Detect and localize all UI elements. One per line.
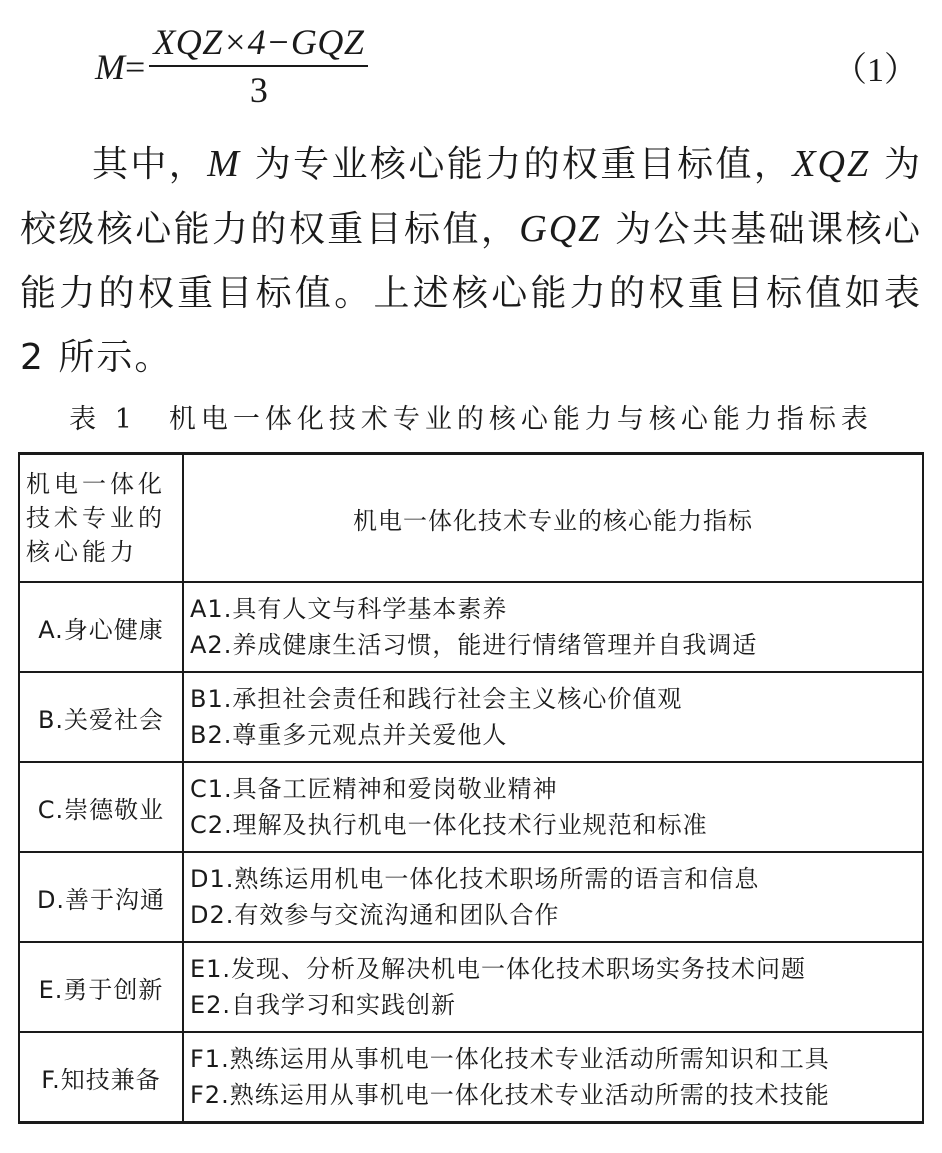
indicators-cell <box>183 942 923 1032</box>
indicator-item: E1.发现、分析及解决机电一体化技术职场实务技术问题 <box>190 955 807 983</box>
equation-lhs: M <box>95 47 125 87</box>
equation-denominator: 3 <box>249 70 268 110</box>
table-header-row <box>19 454 923 583</box>
indicator-item: C1.具备工匠精神和爱岗敬业精神 <box>190 775 558 803</box>
indicator-item: A2.养成健康生活习惯，能进行情绪管理并自我调适 <box>190 631 758 659</box>
table-row <box>19 852 923 942</box>
category-cell: D.善于沟通 <box>19 852 183 942</box>
table-row <box>19 762 923 852</box>
category-cell: A.身心健康 <box>19 582 183 672</box>
indicator-item: F2.熟练运用从事机电一体化技术专业活动所需的技术技能 <box>190 1081 830 1109</box>
indicators-cell <box>183 672 923 762</box>
indicators-cell <box>183 852 923 942</box>
header-core-ability: 机电一体化技术专业的核心能力 <box>19 454 183 583</box>
category-cell: F.知技兼备 <box>19 1032 183 1123</box>
table-row <box>19 582 923 672</box>
indicator-item: B2.尊重多元观点并关爱他人 <box>190 721 508 749</box>
indicator-item: C2.理解及执行机电一体化技术行业规范和标准 <box>190 811 708 839</box>
paragraph-text-4: 为公共基础课核心能力的权重目标值。上述核心能力的权重目标值如表 2 所示。 <box>20 209 922 378</box>
indicator-item: F1.熟练运用从事机电一体化技术专业活动所需知识和工具 <box>190 1045 830 1073</box>
indicators-cell <box>183 762 923 852</box>
indicator-item: D1.熟练运用机电一体化技术职场所需的语言和信息 <box>190 865 760 893</box>
body-paragraph <box>20 132 922 390</box>
equation-fraction <box>149 23 368 111</box>
category-cell: B.关爱社会 <box>19 672 183 762</box>
indicator-item: E2.自我学习和实践创新 <box>190 991 457 1019</box>
paragraph-text-3: 为校级核心能力的权重目标值， <box>20 144 922 250</box>
variable-xqz: XQZ <box>792 143 871 185</box>
indicators-cell <box>183 1032 923 1123</box>
indicator-item: A1.具有人文与科学基本素养 <box>190 595 508 623</box>
table-row <box>19 672 923 762</box>
category-cell: C.崇德敬业 <box>19 762 183 852</box>
category-cell: E.勇于创新 <box>19 942 183 1032</box>
header-core-ability-indicators: 机电一体化技术专业的核心能力指标 <box>183 454 923 583</box>
equation <box>95 22 368 112</box>
variable-gqz: GQZ <box>519 208 602 250</box>
equation-equals-sign: = <box>125 47 146 87</box>
paragraph-text-1: 其中， <box>92 144 208 185</box>
equation-number: （1） <box>833 52 918 89</box>
equation-numerator: XQZ×4−GQZ <box>149 23 368 67</box>
indicator-item: D2.有效参与交流沟通和团队合作 <box>190 901 560 929</box>
table-row <box>19 1032 923 1123</box>
table-wrapper <box>18 452 922 1124</box>
core-ability-table <box>18 452 924 1124</box>
indicator-item: B1.承担社会责任和践行社会主义核心价值观 <box>190 685 683 713</box>
table-row <box>19 942 923 1032</box>
table-caption: 表 1 机电一体化技术专业的核心能力与核心能力指标表 <box>69 404 873 435</box>
indicators-cell <box>183 582 923 672</box>
variable-m: M <box>207 143 241 185</box>
paragraph-text-2: 为专业核心能力的权重目标值， <box>240 144 793 185</box>
